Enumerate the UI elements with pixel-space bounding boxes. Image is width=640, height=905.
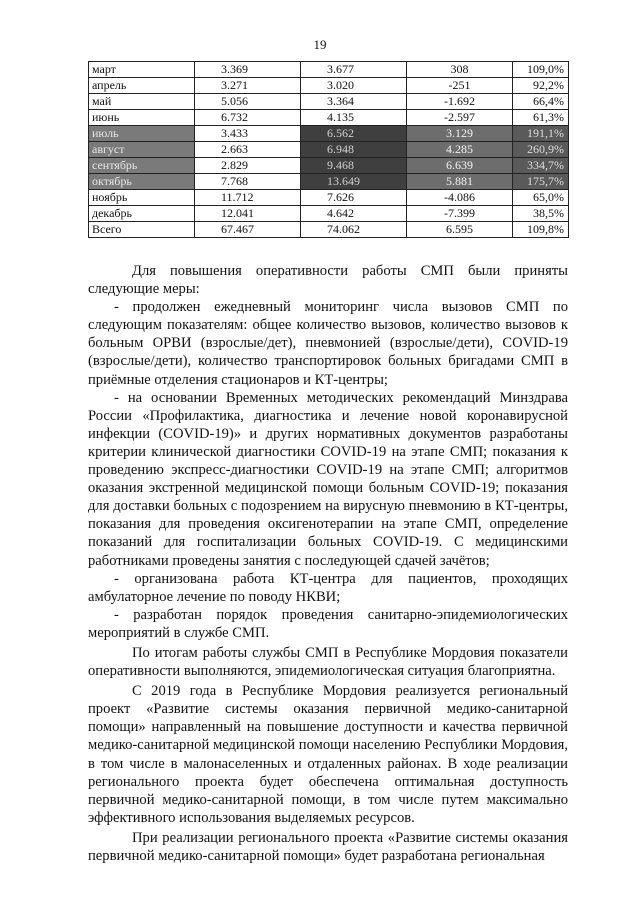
value-cell: 74.062 xyxy=(301,222,407,238)
value-cell: 11.712 xyxy=(195,190,301,206)
month-cell: сентябрь xyxy=(89,158,195,174)
value-cell: 2.829 xyxy=(195,158,301,174)
month-cell: апрель xyxy=(89,78,195,94)
value-cell: 3.020 xyxy=(301,78,407,94)
table-row xyxy=(89,190,569,206)
difference-cell: -4.086 xyxy=(407,190,513,206)
percent-cell: 175,7% xyxy=(513,174,569,190)
difference-cell: 5.881 xyxy=(407,174,513,190)
month-cell: октябрь xyxy=(89,174,195,190)
paragraph: Для повышения оперативности работы СМП были приняты следующие меры: xyxy=(88,263,568,298)
value-cell: 7.626 xyxy=(301,190,407,206)
list-item-paragraph: - на основании Временных методических рекомендаций Минздрава России «Профилактика, диагностика и лечение новой коронавирусной инфекции (COVID-19)» и других нормативных документов разработаны критерии клинической диагностики COVID-19 на этапе СМП; показания к проведению экспресс-диагностики COVID-19 на этапе СМП; алгоритмов оказания экстренной медицинской помощи больным COVID-19; показания для доставки больных с подозрением на вирусную пневмонию в КТ-центры, показания для проведения оксигенотерапии на этапе СМП, определение показаний для госпитализации больных COVID-19. С медицинскими работниками проведены занятия с последующей сдачей зачётов; xyxy=(88,389,568,569)
month-cell: декабрь xyxy=(89,206,195,222)
paragraph: При реализации регионального проекта «Развитие системы оказания первичной медико-санитарной помощи» будет разработана региональная xyxy=(88,829,568,864)
percent-cell: 334,7% xyxy=(513,158,569,174)
list-item-paragraph: - организована работа КТ-центра для пациентов, проходящих амбулаторное лечение по поводу НКВИ; xyxy=(88,570,568,605)
percent-cell: 65,0% xyxy=(513,190,569,206)
table-row xyxy=(89,62,569,78)
value-cell: 13.649 xyxy=(301,174,407,190)
value-cell: 3.433 xyxy=(195,126,301,142)
percent-cell: 92,2% xyxy=(513,78,569,94)
value-cell: 3.677 xyxy=(301,62,407,78)
table-row xyxy=(89,206,569,222)
paragraph: С 2019 года в Республике Мордовия реализуется региональный проект «Развитие системы оказания первичной медико-санитарной помощи» направленный на повышение доступности и качества первичной медико-санитарной медицинской помощи населению Республики Мордовия, в том числе в малонаселенных и отдаленных районах. В ходе реализации регионального проекта будет обеспечена оптимальная доступность первичной медико-санитарной помощи, в том числе путем максимально эффективного использования выделяемых ресурсов. xyxy=(88,683,568,826)
table-row xyxy=(89,110,569,126)
value-cell: 2.663 xyxy=(195,142,301,158)
value-cell: 3.271 xyxy=(195,78,301,94)
paragraph: По итогам работы службы СМП в Республике Мордовия показатели оперативности выполняются, эпидемиологическая ситуация благоприятна. xyxy=(88,644,568,680)
month-cell: июнь xyxy=(89,110,195,126)
list-item-paragraph: - продолжен ежедневный мониторинг числа вызовов СМП по следующим показателям: общее количество вызовов, количество вызовов к больным ОРВИ (взрослые/дет), пневмонией (взрослые/дети), COVID-19 (взрослые/дети), количество транспортировок больных бригадами СМП в приёмные отделения стационаров и КТ-центры; xyxy=(88,299,568,388)
difference-cell: -1.692 xyxy=(407,94,513,110)
percent-cell: 109,0% xyxy=(513,62,569,78)
difference-cell: 308 xyxy=(407,62,513,78)
table-row xyxy=(89,78,569,94)
table-row xyxy=(89,126,569,142)
value-cell: 6.732 xyxy=(195,110,301,126)
value-cell: 3.369 xyxy=(195,62,301,78)
table-row xyxy=(89,222,569,238)
value-cell: 5.056 xyxy=(195,94,301,110)
table-row xyxy=(89,158,569,174)
page-number: 19 xyxy=(313,37,327,52)
value-cell: 6.948 xyxy=(301,142,407,158)
value-cell: 3.364 xyxy=(301,94,407,110)
percent-cell: 38,5% xyxy=(513,206,569,222)
month-cell: ноябрь xyxy=(89,190,195,206)
document-body xyxy=(88,262,568,865)
percent-cell: 260,9% xyxy=(513,142,569,158)
calls-statistics-table xyxy=(88,61,569,238)
difference-cell: 6.595 xyxy=(407,222,513,238)
value-cell: 7.768 xyxy=(195,174,301,190)
difference-cell: -7.399 xyxy=(407,206,513,222)
table-row xyxy=(89,94,569,110)
difference-cell: 6.639 xyxy=(407,158,513,174)
difference-cell: -251 xyxy=(407,78,513,94)
percent-cell: 61,3% xyxy=(513,110,569,126)
value-cell: 12.041 xyxy=(195,206,301,222)
table-body xyxy=(89,62,569,238)
month-cell: март xyxy=(89,62,195,78)
value-cell: 67.467 xyxy=(195,222,301,238)
list-item-paragraph: - разработан порядок проведения санитарно-эпидемиологических мероприятий в службе СМП. xyxy=(88,606,568,641)
percent-cell: 66,4% xyxy=(513,94,569,110)
value-cell: 4.642 xyxy=(301,206,407,222)
value-cell: 6.562 xyxy=(301,126,407,142)
difference-cell: 4.285 xyxy=(407,142,513,158)
table-row xyxy=(89,142,569,158)
value-cell: 9.468 xyxy=(301,158,407,174)
month-cell: Всего xyxy=(89,222,195,238)
month-cell: август xyxy=(89,142,195,158)
month-cell: июль xyxy=(89,126,195,142)
difference-cell: -2.597 xyxy=(407,110,513,126)
value-cell: 4.135 xyxy=(301,110,407,126)
table-row xyxy=(89,174,569,190)
percent-cell: 191,1% xyxy=(513,126,569,142)
month-cell: май xyxy=(89,94,195,110)
percent-cell: 109,8% xyxy=(513,222,569,238)
difference-cell: 3.129 xyxy=(407,126,513,142)
